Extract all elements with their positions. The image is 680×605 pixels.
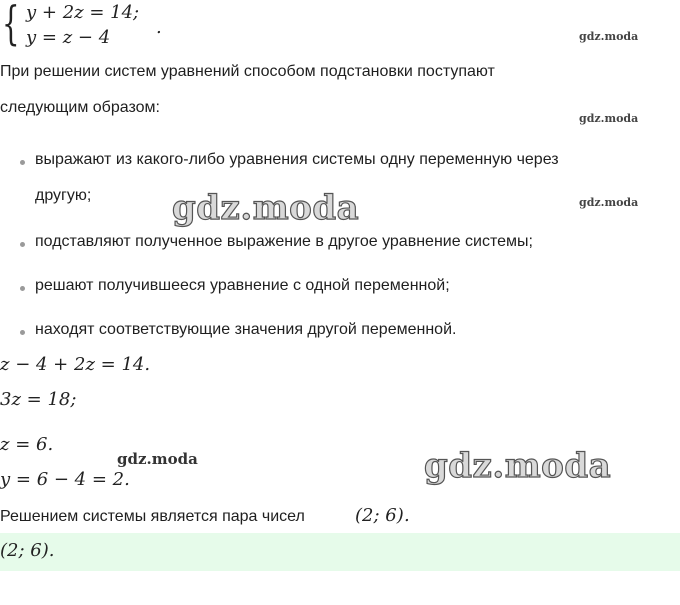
system-equation-2: y = z − 4 (26, 27, 111, 48)
step-text: выражают из какого-либо уравнения системы одну переменную через (35, 151, 559, 168)
answer-box (0, 533, 680, 571)
watermark-small: gdz.moda (579, 196, 639, 209)
step-text: находят соответствующие значения другой переменной. (35, 321, 457, 338)
conclusion-dot: . (404, 505, 410, 526)
solution-line-1: z − 4 + 2z = 14. (0, 354, 151, 375)
bullet-icon (20, 330, 25, 335)
intro-line-2: следующим образом: (0, 99, 160, 116)
solution-line-2: 3z = 18; (0, 389, 77, 410)
bullet-icon (20, 160, 25, 165)
conclusion-pair: (2; 6) (355, 505, 404, 526)
system-equation-1: y + 2z = 14; (26, 2, 140, 23)
watermark-small: gdz.moda (579, 30, 639, 43)
solution-line-3: z = 6. (0, 434, 54, 455)
watermark-big: gdz.moda (424, 446, 612, 486)
watermark-small: gdz.moda (579, 112, 639, 125)
bullet-icon (20, 286, 25, 291)
system-trailing-dot: . (156, 17, 162, 38)
system-brace: { (2, 0, 20, 50)
watermark-big: gdz.moda (172, 188, 360, 228)
bullet-icon (20, 242, 25, 247)
step-text: решают получившееся уравнение с одной переменной; (35, 277, 450, 294)
answer-value: (2; 6). (0, 540, 55, 561)
conclusion-text: Решением системы является пара чисел (0, 508, 305, 525)
step-text: подставляют полученное выражение в другое уравнение системы; (35, 233, 533, 250)
solution-line-4: y = 6 − 4 = 2. (0, 469, 130, 490)
intro-line-1: При решении систем уравнений способом подстановки поступают (0, 63, 495, 80)
watermark-medium: gdz.moda (117, 450, 198, 468)
step-text-continued: другую; (35, 187, 92, 204)
